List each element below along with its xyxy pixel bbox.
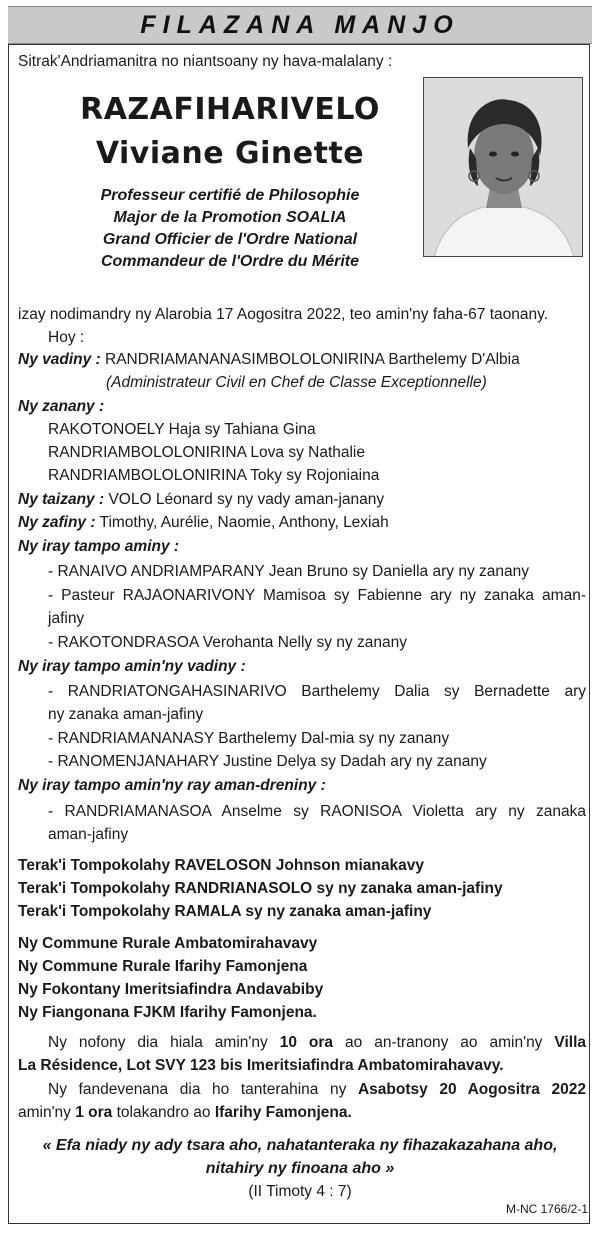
siblings-label: Ny iray tampo aminy : bbox=[18, 538, 180, 555]
spouse-siblings-label: Ny iray tampo amin'ny vadiny : bbox=[18, 658, 246, 675]
spouse-name: RANDRIAMANANASIMBOLOLONIRINA Barthelemy D'Albia bbox=[105, 351, 520, 368]
portrait-photo bbox=[423, 77, 583, 257]
deceased-title: Professeur certifié de Philosophie bbox=[100, 187, 360, 204]
spouse-sibling-line: - RANDRIATONGAHASINARIVO Barthelemy Dalia sy Bernadette ary bbox=[48, 683, 586, 700]
burial-place: Ifarihy Famonjena. bbox=[214, 1104, 352, 1121]
deceased-given-names: Viviane Ginette bbox=[95, 136, 365, 171]
burial-line-2 bbox=[18, 1103, 352, 1123]
burial-text: amin'ny bbox=[18, 1104, 76, 1121]
burial-time: 1 ora bbox=[75, 1104, 113, 1121]
deceased-title: Commandeur de l'Ordre du Mérite bbox=[100, 253, 360, 270]
reference-code: M-NC 1766/2-1 bbox=[505, 1202, 588, 1216]
burial-text: Ny fandevenana dia ho tanterahina ny bbox=[48, 1081, 358, 1098]
spouse-line bbox=[18, 350, 520, 370]
family-suffix: sy ny zanaka aman-jafiny bbox=[241, 903, 432, 920]
family-name: RAVELOSON bbox=[174, 857, 272, 874]
wake-place-line: La Résidence, Lot SVY 123 bis Imeritsiafindra Ambatomirahavavy. bbox=[18, 1057, 504, 1074]
death-announcement: izay nodimandry ny Alarobia 17 Aogositra 2022, teo amin'ny faha-67 taonany. bbox=[18, 306, 549, 323]
grandchildren-line bbox=[18, 513, 389, 533]
family-name: RAMALA bbox=[174, 903, 242, 920]
header-band bbox=[8, 6, 592, 44]
community-line: Ny Fiangonana FJKM Ifarihy Famonjena. bbox=[18, 1004, 317, 1021]
verse-line: nitahiry ny finoana aho » bbox=[205, 1160, 395, 1177]
deceased-surname: RAZAFIHARIVELO bbox=[80, 92, 380, 127]
wake-line-1 bbox=[48, 1033, 586, 1053]
parent-sibling-line: - RANDRIAMANASOA Anselme sy RAONISOA Violetta ary ny zanaka bbox=[48, 803, 586, 820]
deceased-title: Major de la Promotion SOALIA bbox=[113, 209, 347, 226]
sibling-line: - RAKOTONDRASOA Verohanta Nelly sy ny zanany bbox=[48, 634, 407, 651]
child-item: RANDRIAMBOLOLONIRINA Lova sy Nathalie bbox=[48, 444, 365, 461]
sibling-line: - RANAIVO ANDRIAMPARANY Jean Bruno sy Daniella ary ny zanany bbox=[48, 563, 529, 580]
parent-siblings-label: Ny iray tampo amin'ny ray aman-dreniny : bbox=[18, 777, 326, 794]
spouse-note: (Administrateur Civil en Chef de Classe Exceptionnelle) bbox=[106, 374, 487, 391]
in-law-label: Ny taizany : bbox=[18, 491, 105, 508]
community-line: Ny Fokontany Imeritsiafindra Andavabiby bbox=[18, 981, 324, 998]
grandchildren-label: Ny zafiny : bbox=[18, 514, 96, 531]
family-prefix: Terak'i Tompokolahy bbox=[18, 903, 175, 920]
burial-line-1 bbox=[48, 1080, 586, 1100]
spouse-sibling-line: - RANDRIAMANANASY Barthelemy Dal-mia sy ny zanany bbox=[48, 730, 450, 747]
verse-reference: (II Timoty 4 : 7) bbox=[248, 1183, 352, 1200]
family-name: RANDRIANASOLO bbox=[174, 880, 313, 897]
sibling-line: - Pasteur RAJAONARIVONY Mamisoa sy Fabienne ary ny zanaka aman- bbox=[48, 587, 586, 604]
family-line bbox=[18, 856, 424, 876]
burial-text: tolakandro ao bbox=[112, 1104, 215, 1121]
family-line bbox=[18, 879, 503, 899]
children-label: Ny zanany : bbox=[18, 398, 105, 415]
verse-line: « Efa niady ny ady tsara aho, nahatanteraka ny fihazakazahana aho, bbox=[42, 1137, 558, 1154]
wake-text: ao an-tranony ao amin'ny bbox=[333, 1034, 555, 1051]
in-law-line bbox=[18, 490, 384, 510]
in-law-value: VOLO Léonard sy ny vady aman-janany bbox=[108, 491, 385, 508]
family-suffix: sy ny zanaka aman-jafiny bbox=[312, 880, 503, 897]
wake-time: 10 ora bbox=[279, 1034, 334, 1051]
grandchildren-value: Timothy, Aurélie, Naomie, Anthony, Lexiah bbox=[99, 514, 389, 531]
spouse-sibling-line: - RANOMENJANAHARY Justine Delya sy Dadah ary ny zanany bbox=[48, 753, 487, 770]
intro-text: Sitrak'Andriamanitra no niantsoany ny hava-malalany : bbox=[18, 53, 393, 70]
family-line bbox=[18, 902, 431, 922]
spouse-sibling-line: ny zanaka aman-jafiny bbox=[48, 706, 204, 723]
community-line: Ny Commune Rurale Ambatomirahavavy bbox=[18, 935, 318, 952]
deceased-title: Grand Officier de l'Ordre National bbox=[102, 231, 358, 248]
spouse-label: Ny vadiny : bbox=[18, 351, 101, 368]
burial-date: Asabotsy 20 Aogositra 2022 bbox=[357, 1081, 586, 1098]
wake-text: Ny nofony dia hiala amin'ny bbox=[48, 1034, 280, 1051]
family-prefix: Terak'i Tompokolahy bbox=[18, 857, 175, 874]
family-prefix: Terak'i Tompokolahy bbox=[18, 880, 175, 897]
child-item: RANDRIAMBOLOLONIRINA Toky sy Rojoniaina bbox=[48, 467, 380, 484]
child-item: RAKOTONOELY Haja sy Tahiana Gina bbox=[48, 421, 316, 438]
sibling-line: jafiny bbox=[48, 610, 85, 627]
header-title: FILAZANA MANJO bbox=[140, 10, 460, 39]
wake-place: Villa bbox=[554, 1034, 587, 1051]
community-line: Ny Commune Rurale Ifarihy Famonjena bbox=[18, 958, 308, 975]
hoy-label: Hoy : bbox=[48, 329, 85, 346]
parent-sibling-line: aman-jafiny bbox=[48, 826, 129, 843]
family-suffix: Johnson mianakavy bbox=[271, 857, 424, 874]
